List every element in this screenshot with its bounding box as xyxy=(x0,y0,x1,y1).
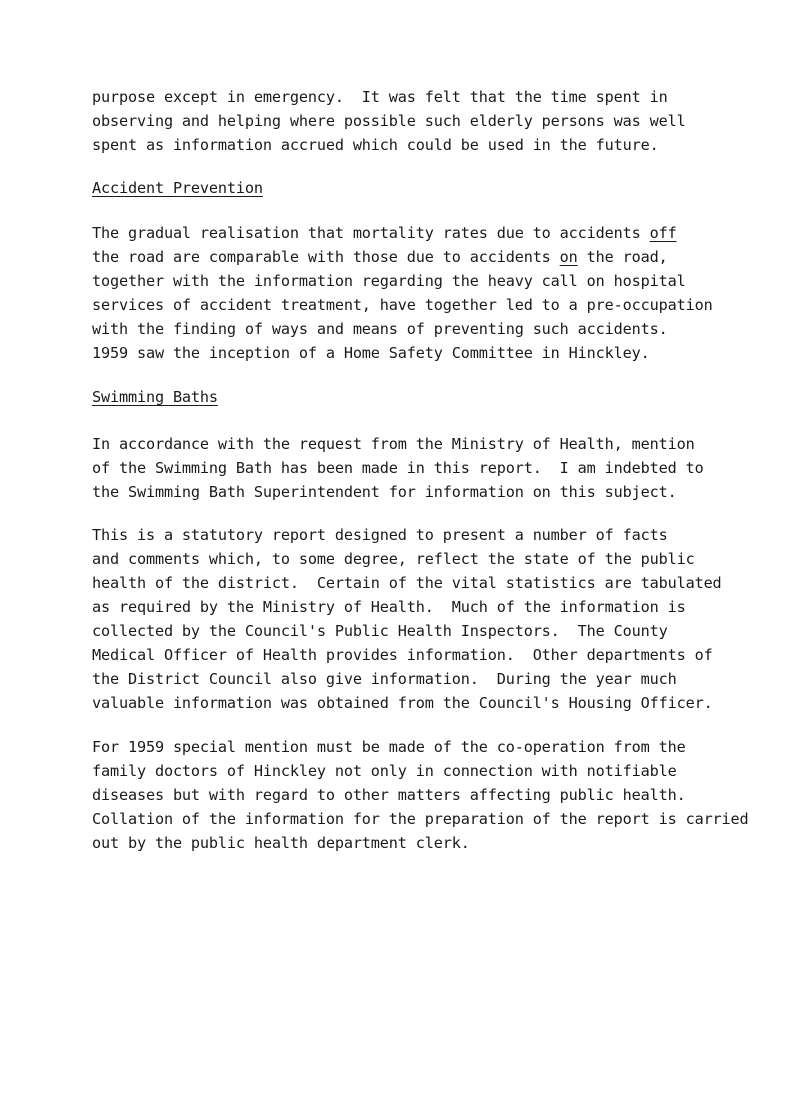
text-line: together with the information regarding the heavy call on hospital xyxy=(92,272,686,290)
text-line: For 1959 special mention must be made of the co-operation from the xyxy=(92,738,686,756)
text-line: valuable information was obtained from the Council's Housing Officer. xyxy=(92,694,713,712)
text-line: Collation of the information for the preparation of the report is carried xyxy=(92,810,749,828)
text-line: diseases but with regard to other matters affecting public health. xyxy=(92,786,686,804)
text-line: the District Council also give information. During the year much xyxy=(92,670,677,688)
text-line: the Swimming Bath Superintendent for information on this subject. xyxy=(92,483,677,501)
text-line: The gradual realisation that mortality rates due to accidents off xyxy=(92,224,677,242)
text-line: services of accident treatment, have together led to a pre-occupation xyxy=(92,296,713,314)
text-line: 1959 saw the inception of a Home Safety Committee in Hinckley. xyxy=(92,344,650,362)
text-line: the road are comparable with those due to accidents on the road, xyxy=(92,248,668,266)
emphasis-on: on xyxy=(559,248,578,266)
text-line: spent as information accrued which could be used in the future. xyxy=(92,136,659,154)
text-line: This is a statutory report designed to present a number of facts xyxy=(92,526,668,544)
text-line: as required by the Ministry of Health. Much of the information is xyxy=(92,598,686,616)
text-line: Medical Officer of Health provides information. Other departments of xyxy=(92,646,713,664)
section-heading-swimming-baths: Swimming Baths xyxy=(92,388,218,406)
text-line: and comments which, to some degree, reflect the state of the public xyxy=(92,550,695,568)
text-line: family doctors of Hinckley not only in connection with notifiable xyxy=(92,762,677,780)
text-line: of the Swimming Bath has been made in this report. I am indebted to xyxy=(92,459,704,477)
emphasis-off: off xyxy=(649,224,677,242)
text-line: In accordance with the request from the Ministry of Health, mention xyxy=(92,435,695,453)
section-heading-accident-prevention: Accident Prevention xyxy=(92,179,263,197)
text-line: out by the public health department clerk. xyxy=(92,834,470,852)
text-line: with the finding of ways and means of preventing such accidents. xyxy=(92,320,668,338)
text-line: health of the district. Certain of the vital statistics are tabulated xyxy=(92,574,722,592)
text-line: collected by the Council's Public Health Inspectors. The County xyxy=(92,622,668,640)
text-line: purpose except in emergency. It was felt that the time spent in xyxy=(92,88,668,106)
text-line: observing and helping where possible such elderly persons was well xyxy=(92,112,686,130)
